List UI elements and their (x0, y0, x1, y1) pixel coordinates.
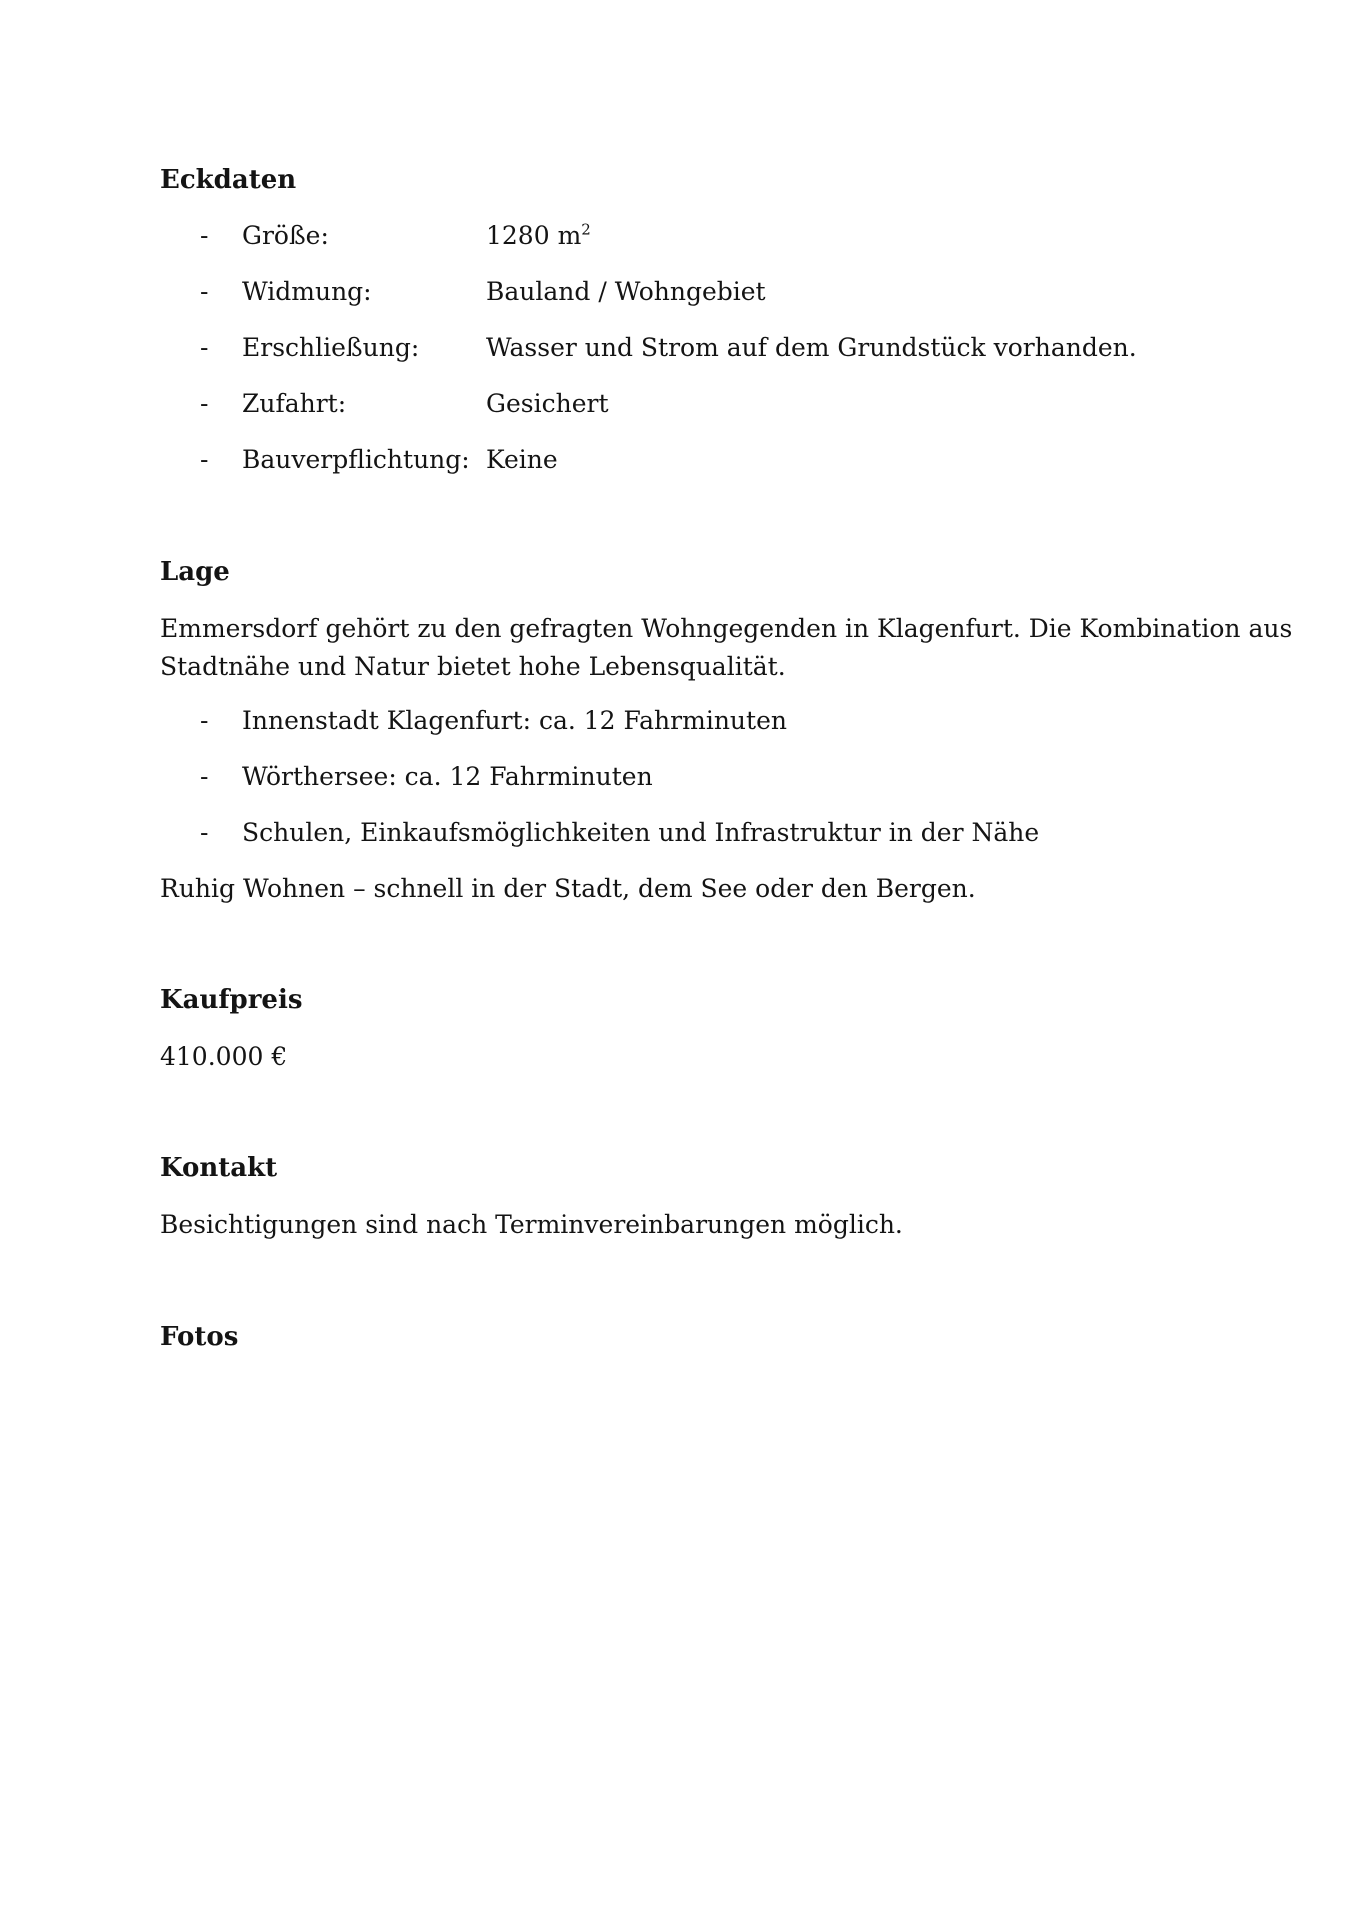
eckdaten-item-widmung (0, 274, 1360, 310)
bullet-dash: - (200, 818, 209, 847)
lage-item-text: Innenstadt Klagenfurt: ca. 12 Fahrminuten (242, 706, 787, 735)
lage-intro-line-1: Emmersdorf gehört zu den gefragten Wohngegenden in Klagenfurt. Die Kombination aus (160, 614, 1293, 643)
lage-item-text: Wörthersee: ca. 12 Fahrminuten (242, 762, 653, 791)
lage-list-item (0, 815, 1360, 851)
bullet-dash: - (200, 445, 209, 474)
eckdaten-item-zufahrt (0, 386, 1360, 422)
kontakt-heading: Kontakt (160, 1153, 278, 1183)
eckdaten-value: Wasser und Strom auf dem Grundstück vorhanden. (486, 333, 1137, 362)
lage-list-item (0, 759, 1360, 795)
fotos-heading: Fotos (160, 1322, 239, 1352)
eckdaten-item-erschliessung (0, 330, 1360, 366)
bullet-dash: - (200, 333, 209, 362)
lage-heading: Lage (160, 557, 230, 587)
eckdaten-value (486, 218, 591, 254)
lage-list-item (0, 703, 1360, 739)
bullet-dash: - (200, 221, 209, 250)
eckdaten-item-bauverpflichtung (0, 442, 1360, 478)
eckdaten-heading: Eckdaten (160, 165, 297, 195)
eckdaten-label: Zufahrt: (242, 389, 347, 418)
eckdaten-value: Gesichert (486, 389, 609, 418)
eckdaten-label: Widmung: (242, 277, 372, 306)
lage-closing: Ruhig Wohnen – schnell in der Stadt, dem See oder den Bergen. (160, 874, 976, 903)
area-unit-superscript: 2 (581, 220, 591, 239)
eckdaten-label: Bauverpflichtung: (242, 445, 470, 474)
kontakt-text: Besichtigungen sind nach Terminvereinbarungen möglich. (160, 1210, 903, 1239)
eckdaten-item-groesse (0, 218, 1360, 254)
lage-intro-line-2: Stadtnähe und Natur bietet hohe Lebensqualität. (160, 652, 786, 681)
bullet-dash: - (200, 706, 209, 735)
lage-item-text: Schulen, Einkaufsmöglichkeiten und Infrastruktur in der Nähe (242, 818, 1040, 847)
eckdaten-value: Keine (486, 445, 558, 474)
bullet-dash: - (200, 277, 209, 306)
eckdaten-label: Größe: (242, 221, 329, 250)
eckdaten-value: Bauland / Wohngebiet (486, 277, 766, 306)
kaufpreis-heading: Kaufpreis (160, 985, 303, 1015)
bullet-dash: - (200, 762, 209, 791)
kaufpreis-value: 410.000 € (160, 1042, 288, 1071)
area-value: 1280 m (486, 221, 582, 250)
bullet-dash: - (200, 389, 209, 418)
eckdaten-label: Erschließung: (242, 333, 420, 362)
